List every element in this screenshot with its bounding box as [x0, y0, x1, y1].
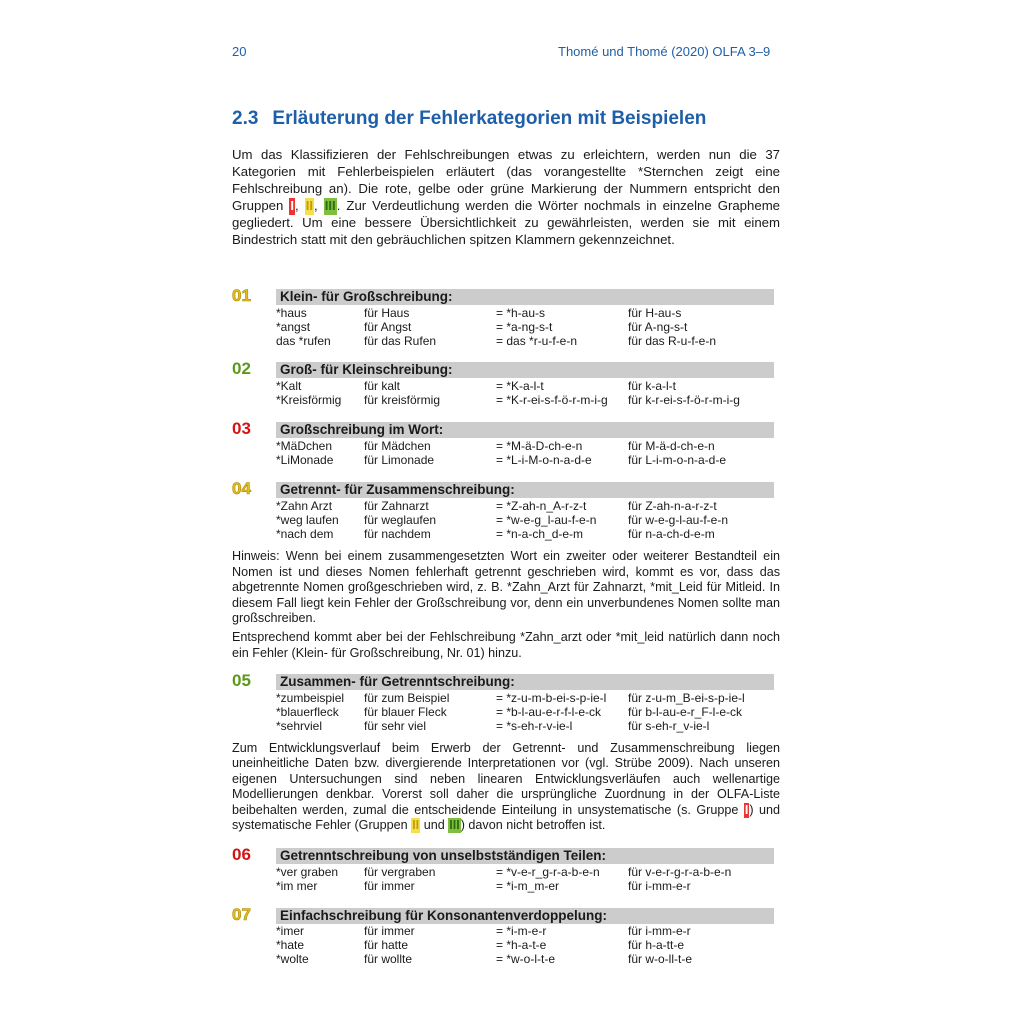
wrong-word: *angst — [276, 320, 311, 334]
dev-text-und: und — [423, 818, 445, 833]
wrong-graphemes: = *s-eh-r-v-ie-l — [496, 719, 573, 733]
correct-graphemes: für H-au-s — [628, 306, 682, 320]
correct-word: für sehr viel — [364, 719, 427, 733]
category-heading: Klein- für Großschreibung: — [276, 289, 774, 305]
group-iii-badge: III — [324, 197, 336, 213]
wrong-word: *wolte — [276, 952, 309, 966]
correct-graphemes: für b-l-au-e-r_F-l-e-ck — [628, 705, 743, 719]
wrong-word: *zumbeispiel — [276, 691, 345, 705]
correct-word: für Haus — [364, 306, 410, 320]
dev-text-2: ) und systematische Fehler (Gruppen — [232, 802, 780, 833]
category-number: 03 — [232, 419, 251, 438]
group-i-badge: I — [290, 197, 295, 213]
correct-graphemes: für w-o-ll-t-e — [628, 952, 693, 966]
correct-graphemes: für i-mm-e-r — [628, 924, 691, 938]
wrong-graphemes: = *a-ng-s-t — [496, 320, 553, 334]
wrong-graphemes: = *i-m_m-er — [496, 879, 560, 893]
category-number: 01 — [232, 286, 251, 305]
correct-graphemes: für v-e-r-g-r-a-b-e-n — [628, 865, 732, 879]
correct-graphemes: für M-ä-d-ch-e-n — [628, 439, 715, 453]
wrong-word: *imer — [276, 924, 305, 938]
wrong-graphemes: = *h-au-s — [496, 306, 546, 320]
wrong-graphemes: = *i-m-e-r — [496, 924, 547, 938]
wrong-graphemes: = *v-e-r_g-r-a-b-e-n — [496, 865, 600, 879]
group-ii-badge: II — [305, 197, 314, 213]
intro-paragraph — [232, 147, 780, 248]
category-heading: Groß- für Kleinschreibung: — [276, 362, 774, 378]
wrong-graphemes: = *n-a-ch_d-e-m — [496, 527, 584, 541]
correct-word: für hatte — [364, 938, 409, 952]
correct-graphemes: für k-r-ei-s-f-ö-r-m-i-g — [628, 393, 740, 407]
correct-word: für kreisförmig — [364, 393, 441, 407]
wrong-word: *Zahn Arzt — [276, 499, 333, 513]
note-paragraph-1: Hinweis: Wenn bei einem zusammengesetzten Wort ein zweiter oder weiterer Bestandteil ein Nomen ist und dieses Nomen fehlerhaft getrennt geschrieben wird, kommt es vor, dass das abgetrennte Nomen großgeschrieben wird, z. B. *Zahn_Arzt für Zahnarzt, *mit_Leid für Mitleid. In diesem Fall liegt kein Fehler der Großschreibung vor, denn ein unverbundenes Nomen sollte man großschreiben. — [232, 549, 780, 625]
category-heading: Großschreibung im Wort: — [276, 422, 774, 438]
correct-word: für zum Beispiel — [364, 691, 450, 705]
correct-word: für kalt — [364, 379, 401, 393]
wrong-graphemes: = *w-e-g_l-au-f-e-n — [496, 513, 597, 527]
wrong-graphemes: = das *r-u-f-e-n — [496, 334, 578, 348]
correct-graphemes: für A-ng-s-t — [628, 320, 688, 334]
category-number: 06 — [232, 845, 251, 864]
group-iii-badge: III — [449, 818, 460, 833]
intro-sep-2: , — [314, 197, 318, 213]
category-number: 05 — [232, 671, 251, 690]
page-number: 20 — [232, 44, 247, 59]
category-heading: Zusammen- für Getrenntschreibung: — [276, 674, 774, 690]
correct-graphemes: für z-u-m_B-ei-s-p-ie-l — [628, 691, 745, 705]
category-heading: Getrenntschreibung von unselbstständigen Teilen: — [276, 848, 774, 864]
intro-sep-1: , — [295, 197, 299, 213]
correct-word: für vergraben — [364, 865, 436, 879]
wrong-word: *hate — [276, 938, 305, 952]
running-title: Thomé und Thomé (2020) OLFA 3–9 — [558, 44, 771, 59]
section-number: 2.3 — [232, 108, 259, 129]
correct-graphemes: für n-a-ch-d-e-m — [628, 527, 715, 541]
wrong-graphemes: = *Z-ah-n_A-r-z-t — [496, 499, 587, 513]
wrong-word: *Kreisförmig — [276, 393, 342, 407]
wrong-word: *LiMonade — [276, 453, 334, 467]
correct-graphemes: für Z-ah-n-a-r-z-t — [628, 499, 717, 513]
wrong-word: *blauerfleck — [276, 705, 339, 719]
correct-graphemes: für s-eh-r_v-ie-l — [628, 719, 710, 733]
wrong-word: das *rufen — [276, 334, 331, 348]
intro-text-2: . Zur Verdeutlichung werden die Wörter nochmals in einzelne Grapheme gegliedert. Um eine bessere Übersichtlichkeit zu gewährleisten, werden sie mit einem Bindestrich statt mit den gebräuchlichen spitzen Klammern gekennzeichnet. — [232, 197, 781, 247]
wrong-graphemes: = *w-o-l-t-e — [496, 952, 556, 966]
correct-graphemes: für das R-u-f-e-n — [628, 334, 717, 348]
wrong-word: *weg laufen — [276, 513, 339, 527]
dev-text-3: ) davon nicht betroffen ist. — [460, 818, 606, 833]
wrong-word: *MäDchen — [276, 439, 333, 453]
wrong-graphemes: = *z-u-m-b-ei-s-p-ie-l — [496, 691, 607, 705]
correct-word: für immer — [364, 879, 415, 893]
category-number: 04 — [232, 479, 251, 498]
category-number: 02 — [232, 359, 251, 378]
correct-word: für immer — [364, 924, 415, 938]
group-ii-badge: II — [412, 818, 420, 833]
correct-word: für Zahnarzt — [364, 499, 429, 513]
correct-graphemes: für h-a-tt-e — [628, 938, 685, 952]
group-i-badge: I — [744, 802, 749, 817]
note-paragraph-2: Entsprechend kommt aber bei der Fehlschreibung *Zahn_arzt oder *mit_leid natürlich dann noch ein Fehler (Klein- für Großschreibung, Nr. 01) hinzu. — [232, 630, 780, 660]
correct-word: für nachdem — [364, 527, 431, 541]
correct-word: für Limonade — [364, 453, 435, 467]
category-number: 07 — [232, 905, 251, 924]
intro-text-1: Um das Klassifizieren der Fehlschreibungen etwas zu erleichtern, werden nun die 37 Kategorien mit Fehlerbeispielen erläutert (das vorangestellte *Sternchen zeigt eine Fehlschreibung an). Die rote, gelbe oder grüne Markierung der Nummern entspricht den Gruppen — [232, 147, 780, 213]
correct-word: für blauer Fleck — [364, 705, 447, 719]
development-paragraph — [232, 741, 780, 833]
correct-word: für weglaufen — [364, 513, 437, 527]
correct-graphemes: für k-a-l-t — [628, 379, 676, 393]
wrong-graphemes: = *K-a-l-t — [496, 379, 544, 393]
wrong-graphemes: = *h-a-t-e — [496, 938, 547, 952]
wrong-graphemes: = *M-ä-D-ch-e-n — [496, 439, 583, 453]
correct-graphemes: für w-e-g-l-au-f-e-n — [628, 513, 729, 527]
section-title-text: Erläuterung der Fehlerkategorien mit Beispielen — [272, 108, 707, 129]
wrong-word: *ver graben — [276, 865, 339, 879]
wrong-word: *sehrviel — [276, 719, 323, 733]
category-heading: Getrennt- für Zusammenschreibung: — [276, 482, 774, 498]
correct-graphemes: für i-mm-e-r — [628, 879, 691, 893]
wrong-word: *Kalt — [276, 379, 302, 393]
correct-graphemes: für L-i-m-o-n-a-d-e — [628, 453, 727, 467]
wrong-graphemes: = *L-i-M-o-n-a-d-e — [496, 453, 592, 467]
wrong-word: *haus — [276, 306, 307, 320]
correct-word: für Mädchen — [364, 439, 431, 453]
dev-text-1: Zum Entwicklungsverlauf beim Erwerb der Getrennt- und Zusammenschreibung liegen uneinheitliche Daten bzw. divergierende Interpretationen vor (vgl. Strübe 2009). Nach unseren eigenen Untersuchungen sind neben linearen Entwicklungsverläufen auch wellenartige Modellierungen denkbar. Vorerst soll daher die ursprüngliche Zuordnung in der OLFA-Liste beibehalten werden, zumal die entscheidende Einteilung in unsystematische (s. Gruppe — [232, 741, 780, 817]
wrong-word: *nach dem — [276, 527, 334, 541]
section-title — [232, 108, 706, 130]
wrong-graphemes: = *b-l-au-e-r-f-l-e-ck — [496, 705, 602, 719]
category-heading: Einfachschreibung für Konsonantenverdoppelung: — [276, 908, 774, 924]
wrong-word: *im mer — [276, 879, 318, 893]
correct-word: für Angst — [364, 320, 412, 334]
correct-word: für das Rufen — [364, 334, 437, 348]
wrong-graphemes: = *K-r-ei-s-f-ö-r-m-i-g — [496, 393, 608, 407]
correct-word: für wollte — [364, 952, 413, 966]
